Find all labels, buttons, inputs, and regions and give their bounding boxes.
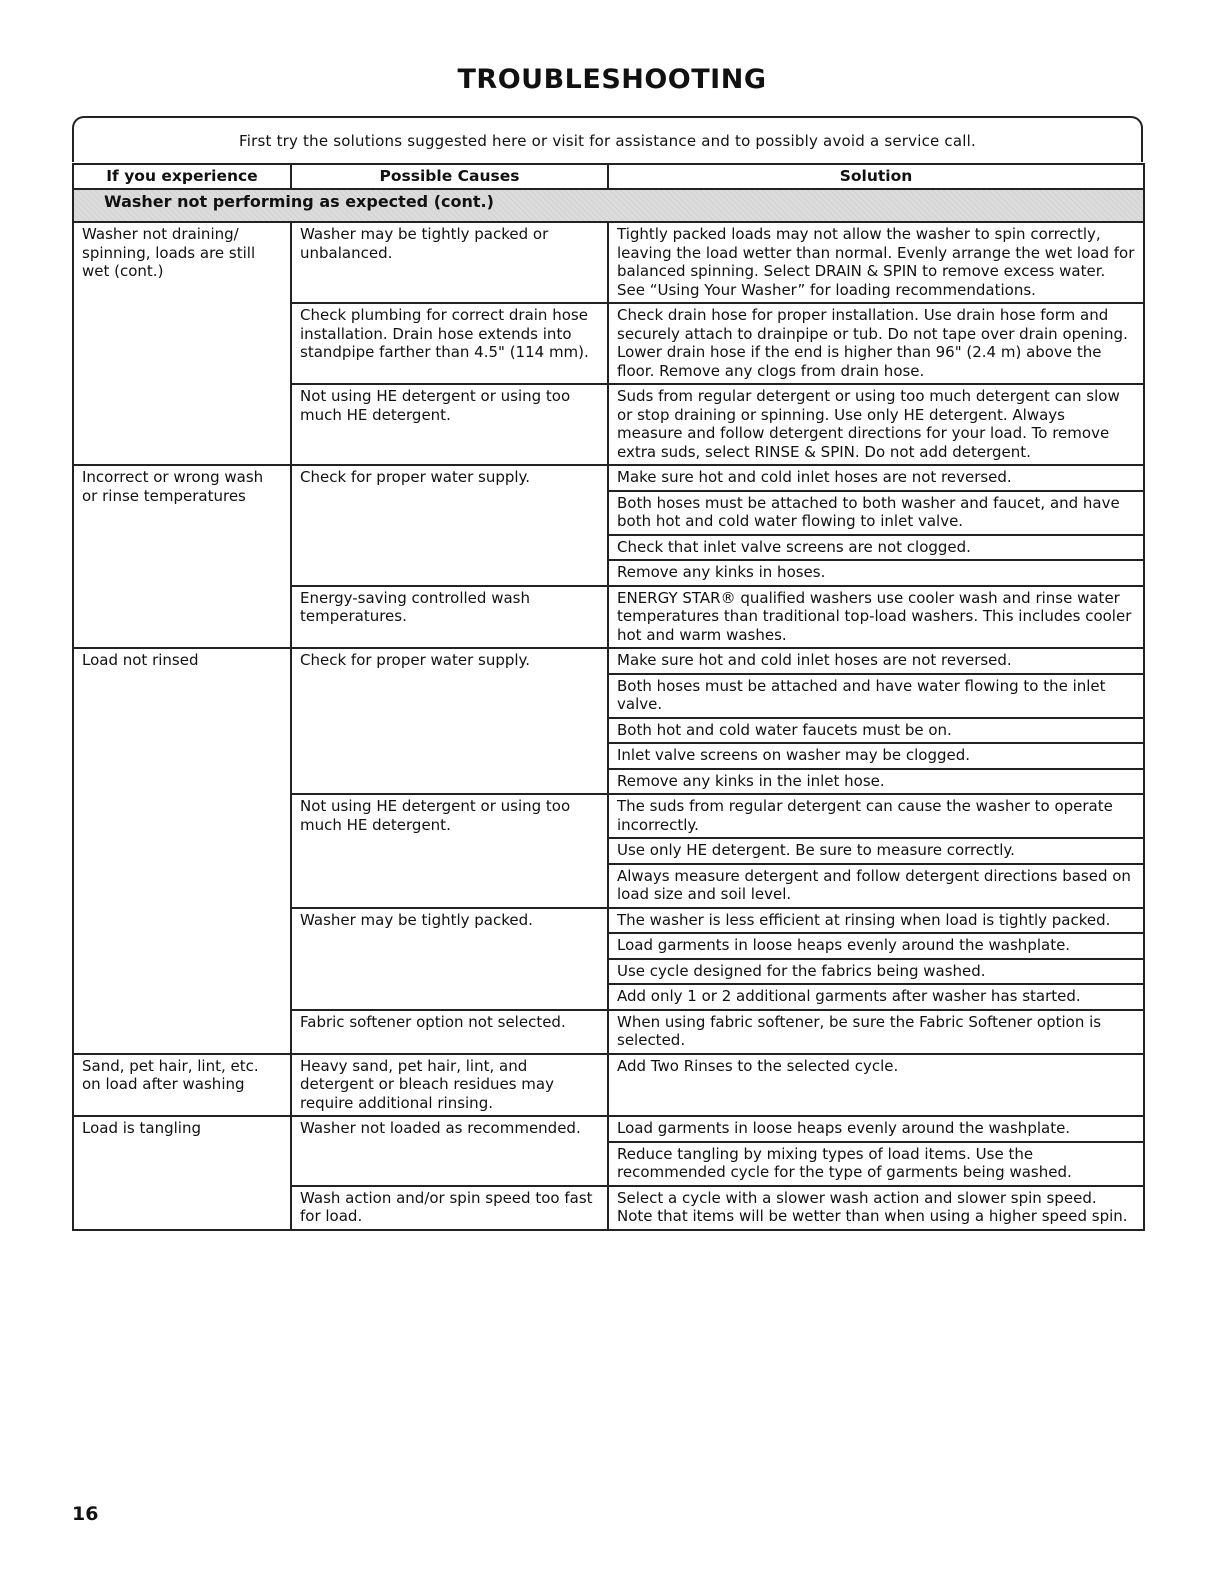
cause-cell: Washer may be tightly packed or unbalanced. — [291, 222, 608, 303]
cause-cell: Heavy sand, pet hair, lint, and detergent or bleach residues may require additional rinsing. — [291, 1054, 608, 1117]
section-row — [73, 189, 1144, 222]
solution-cell: Load garments in loose heaps evenly around the washplate. — [608, 1116, 1144, 1142]
experience-cell: Washer not draining/ spinning, loads are still wet (cont.) — [73, 222, 291, 465]
cause-cell: Fabric softener option not selected. — [291, 1010, 608, 1054]
solution-cell: Both hot and cold water faucets must be on. — [608, 718, 1144, 744]
solution-cell: Remove any kinks in hoses. — [608, 560, 1144, 586]
solution-cell: Select a cycle with a slower wash action and slower spin speed. Note that items will be wetter than when using a higher speed spin. — [608, 1186, 1144, 1230]
solution-cell: Both hoses must be attached to both washer and faucet, and have both hot and cold water flowing to inlet valve. — [608, 491, 1144, 535]
solution-cell: The suds from regular detergent can cause the washer to operate incorrectly. — [608, 794, 1144, 838]
solution-cell: Load garments in loose heaps evenly around the washplate. — [608, 933, 1144, 959]
experience-cell: Sand, pet hair, lint, etc. on load after washing — [73, 1054, 291, 1117]
cause-cell: Check plumbing for correct drain hose installation. Drain hose extends into standpipe farther than 4.5" (114 mm). — [291, 303, 608, 384]
page-number: 16 — [72, 1503, 99, 1525]
solution-cell: Reduce tangling by mixing types of load items. Use the recommended cycle for the type of garments being washed. — [608, 1142, 1144, 1186]
solution-cell: ENERGY STAR® qualified washers use cooler wash and rinse water temperatures than traditional top-load washers. This includes cooler hot and warm washes. — [608, 586, 1144, 649]
table-row — [73, 1054, 1144, 1117]
solution-cell: The washer is less efficient at rinsing when load is tightly packed. — [608, 908, 1144, 934]
experience-cell: Load is tangling — [73, 1116, 291, 1230]
cause-cell: Energy-saving controlled wash temperatures. — [291, 586, 608, 649]
experience-cell: Incorrect or wrong wash or rinse temperatures — [73, 465, 291, 648]
solution-cell: Use only HE detergent. Be sure to measure correctly. — [608, 838, 1144, 864]
solution-cell: Check that inlet valve screens are not clogged. — [608, 535, 1144, 561]
table-row — [73, 648, 1144, 674]
solution-cell: Suds from regular detergent or using too much detergent can slow or stop draining or spinning. Use only HE detergent. Always measure and follow detergent directions for your load. To remove extra suds, select RINSE & SPIN. Do not add detergent. — [608, 384, 1144, 465]
table-body — [73, 189, 1144, 1230]
cause-cell: Washer may be tightly packed. — [291, 908, 608, 1010]
solution-cell: Make sure hot and cold inlet hoses are not reversed. — [608, 648, 1144, 674]
cause-cell: Check for proper water supply. — [291, 648, 608, 794]
troubleshooting-table — [72, 163, 1145, 1231]
solution-cell: Use cycle designed for the fabrics being washed. — [608, 959, 1144, 985]
section-title: Washer not performing as expected (cont.) — [73, 189, 1144, 222]
cause-cell: Not using HE detergent or using too much HE detergent. — [291, 794, 608, 908]
solution-cell: Remove any kinks in the inlet hose. — [608, 769, 1144, 795]
solution-cell: Make sure hot and cold inlet hoses are not reversed. — [608, 465, 1144, 491]
header-causes: Possible Causes — [291, 164, 608, 189]
cause-cell: Check for proper water supply. — [291, 465, 608, 586]
table-row — [73, 1116, 1144, 1142]
cause-cell: Wash action and/or spin speed too fast for load. — [291, 1186, 608, 1230]
solution-cell: Add Two Rinses to the selected cycle. — [608, 1054, 1144, 1117]
header-solution: Solution — [608, 164, 1144, 189]
page-title: TROUBLESHOOTING — [457, 64, 767, 95]
solution-cell: Always measure detergent and follow detergent directions based on load size and soil level. — [608, 864, 1144, 908]
table-row — [73, 465, 1144, 491]
intro-text: First try the solutions suggested here or visit for assistance and to possibly avoid a service call. — [239, 132, 976, 150]
header-experience: If you experience — [73, 164, 291, 189]
cause-cell: Washer not loaded as recommended. — [291, 1116, 608, 1186]
solution-cell: Tightly packed loads may not allow the washer to spin correctly, leaving the load wetter than normal. Evenly arrange the wet load for balanced spinning. Select DRAIN & SPIN to remove excess water. See “Using Your Washer” for loading recommendations. — [608, 222, 1144, 303]
experience-cell: Load not rinsed — [73, 648, 291, 1054]
table-row — [73, 222, 1144, 303]
solution-cell: Both hoses must be attached and have water flowing to the inlet valve. — [608, 674, 1144, 718]
solution-cell: Check drain hose for proper installation. Use drain hose form and securely attach to drainpipe or tub. Do not tape over drain opening. Lower drain hose if the end is higher than 96" (2.4 m) above the floor. Remove any clogs from drain hose. — [608, 303, 1144, 384]
table-header-row — [73, 164, 1144, 189]
solution-cell: Inlet valve screens on washer may be clogged. — [608, 743, 1144, 769]
cause-cell: Not using HE detergent or using too much HE detergent. — [291, 384, 608, 465]
solution-cell: When using fabric softener, be sure the Fabric Softener option is selected. — [608, 1010, 1144, 1054]
solution-cell: Add only 1 or 2 additional garments after washer has started. — [608, 984, 1144, 1010]
